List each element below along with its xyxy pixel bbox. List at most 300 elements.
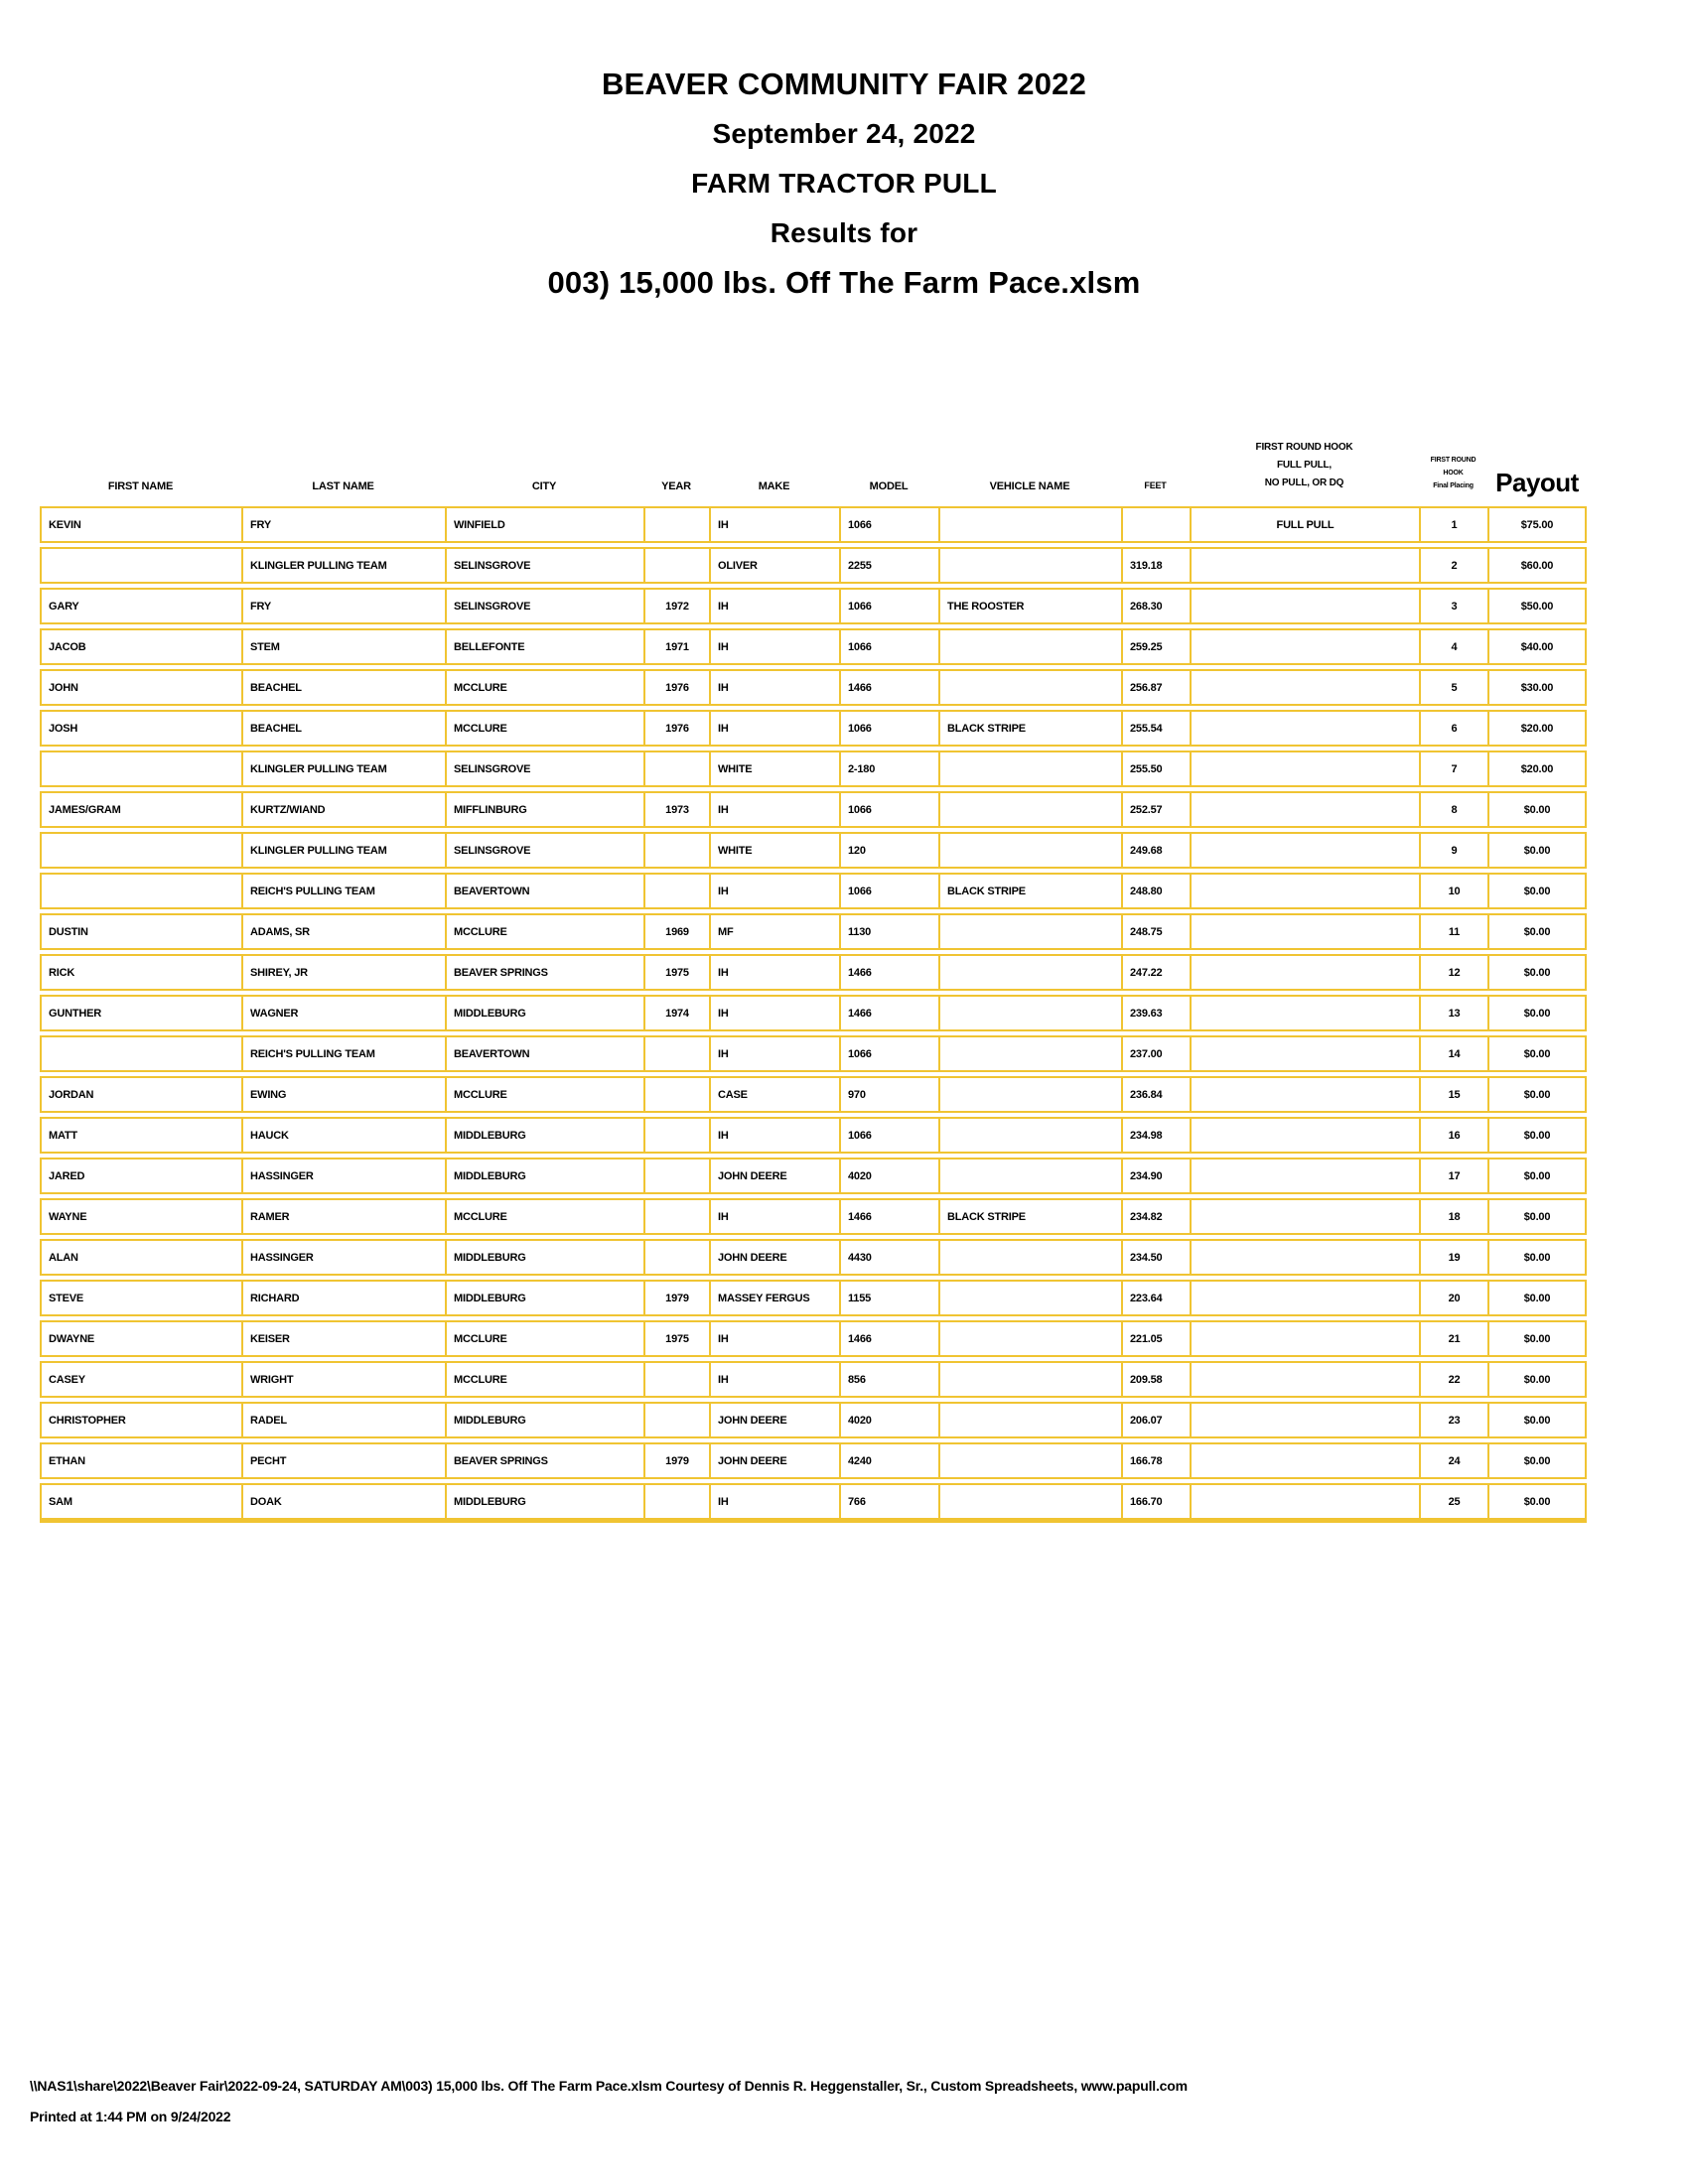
table-row [40,1117,1587,1154]
cell-vehicle-name [938,913,1121,950]
cell-feet [1121,506,1190,543]
cell-model: 120 [839,832,938,869]
cell-city: BEAVER SPRINGS [445,1442,643,1479]
cell-last-name: WRIGHT [241,1361,445,1398]
cell-hook [1190,1198,1419,1235]
header-placing-line2: HOOK [1443,470,1464,477]
cell-placing: 15 [1419,1076,1487,1113]
cell-city: SELINSGROVE [445,832,643,869]
cell-last-name: KURTZ/WIAND [241,791,445,828]
class-file-name: 003) 15,000 lbs. Off The Farm Pace.xlsm [547,265,1141,300]
cell-hook [1190,1117,1419,1154]
cell-last-name: KEISER [241,1320,445,1357]
cell-payout: $0.00 [1487,832,1587,869]
results-for-label: Results for [770,217,918,248]
cell-model: 2-180 [839,751,938,787]
cell-make: IH [709,1117,839,1154]
cell-hook [1190,832,1419,869]
cell-model: 1466 [839,669,938,706]
cell-model: 1466 [839,1320,938,1357]
cell-first-name: RICK [40,954,241,991]
cell-first-name: KEVIN [40,506,241,543]
cell-hook [1190,1076,1419,1113]
cell-first-name: WAYNE [40,1198,241,1235]
footer-printed-timestamp: Printed at 1:44 PM on 9/24/2022 [30,2109,231,2124]
cell-feet: 237.00 [1121,1035,1190,1072]
cell-make: IH [709,710,839,747]
cell-year [643,1198,709,1235]
cell-first-name: GUNTHER [40,995,241,1031]
cell-vehicle-name [938,954,1121,991]
cell-last-name: BEACHEL [241,669,445,706]
table-row [40,1158,1587,1194]
cell-first-name: SAM [40,1483,241,1523]
cell-hook [1190,1158,1419,1194]
header-feet: FEET [1144,480,1167,490]
cell-last-name: PECHT [241,1442,445,1479]
cell-payout: $0.00 [1487,1198,1587,1235]
cell-model: 766 [839,1483,938,1523]
cell-first-name [40,873,241,909]
cell-year [643,751,709,787]
cell-last-name: SHIREY, JR [241,954,445,991]
table-row [40,506,1587,543]
cell-model: 1466 [839,954,938,991]
event-name: FARM TRACTOR PULL [691,168,997,199]
cell-vehicle-name [938,791,1121,828]
cell-year: 1969 [643,913,709,950]
cell-model: 4020 [839,1158,938,1194]
page-title: BEAVER COMMUNITY FAIR 2022 [601,67,1087,101]
cell-model: 1066 [839,1117,938,1154]
cell-make: JOHN DEERE [709,1239,839,1276]
cell-vehicle-name [938,1158,1121,1194]
results-table-header [40,439,1587,502]
header-year: YEAR [661,480,691,492]
cell-city: MIFFLINBURG [445,791,643,828]
cell-make: JOHN DEERE [709,1158,839,1194]
cell-feet: 248.75 [1121,913,1190,950]
cell-model: 1066 [839,628,938,665]
cell-year: 1976 [643,710,709,747]
cell-model: 1466 [839,1198,938,1235]
cell-vehicle-name [938,669,1121,706]
cell-make: IH [709,588,839,624]
cell-make: IH [709,995,839,1031]
table-row [40,1198,1587,1235]
cell-placing: 6 [1419,710,1487,747]
cell-placing: 4 [1419,628,1487,665]
cell-feet: 319.18 [1121,547,1190,584]
table-row [40,1076,1587,1113]
table-row [40,832,1587,869]
cell-hook [1190,1483,1419,1523]
cell-model: 856 [839,1361,938,1398]
cell-city: MCCLURE [445,1361,643,1398]
cell-make: MASSEY FERGUS [709,1280,839,1316]
header-placing-line3: Final Placing [1433,482,1474,489]
cell-placing: 7 [1419,751,1487,787]
cell-year [643,1483,709,1523]
cell-last-name: KLINGLER PULLING TEAM [241,832,445,869]
table-row [40,1402,1587,1438]
cell-placing: 17 [1419,1158,1487,1194]
cell-payout: $0.00 [1487,873,1587,909]
cell-last-name: EWING [241,1076,445,1113]
cell-feet: 166.70 [1121,1483,1190,1523]
cell-model: 1066 [839,588,938,624]
cell-feet: 252.57 [1121,791,1190,828]
header-vehicle-name: VEHICLE NAME [989,480,1070,492]
cell-last-name: HAUCK [241,1117,445,1154]
cell-model: 1066 [839,710,938,747]
cell-city: MIDDLEBURG [445,1117,643,1154]
cell-placing: 8 [1419,791,1487,828]
cell-feet: 249.68 [1121,832,1190,869]
cell-last-name: STEM [241,628,445,665]
cell-make: OLIVER [709,547,839,584]
cell-make: IH [709,1483,839,1523]
cell-model: 1066 [839,873,938,909]
cell-last-name: HASSINGER [241,1239,445,1276]
table-row [40,1035,1587,1072]
table-row [40,1280,1587,1316]
cell-vehicle-name [938,1361,1121,1398]
cell-hook [1190,1320,1419,1357]
cell-hook [1190,588,1419,624]
cell-first-name: ETHAN [40,1442,241,1479]
cell-make: IH [709,954,839,991]
cell-payout: $0.00 [1487,1035,1587,1072]
cell-vehicle-name [938,995,1121,1031]
cell-city: WINFIELD [445,506,643,543]
cell-last-name: FRY [241,506,445,543]
cell-feet: 234.98 [1121,1117,1190,1154]
cell-hook [1190,1442,1419,1479]
cell-last-name: RICHARD [241,1280,445,1316]
cell-feet: 255.50 [1121,751,1190,787]
cell-payout: $0.00 [1487,1320,1587,1357]
cell-city: BEAVERTOWN [445,873,643,909]
cell-hook [1190,913,1419,950]
footer-file-path: \\NAS1\share\2022\Beaver Fair\2022-09-24, SATURDAY AM\003) 15,000 lbs. Off The Farm Pace.xlsm Courtesy of Dennis R. Heggenstaller, Sr., Custom Spreadsheets, www.papull.com [30,2078,1188,2094]
cell-hook [1190,1361,1419,1398]
cell-feet: 239.63 [1121,995,1190,1031]
cell-last-name: RADEL [241,1402,445,1438]
cell-make: IH [709,1320,839,1357]
cell-vehicle-name [938,1402,1121,1438]
header-model: MODEL [869,480,909,492]
table-row [40,995,1587,1031]
cell-last-name: BEACHEL [241,710,445,747]
cell-make: MF [709,913,839,950]
table-row [40,1361,1587,1398]
cell-vehicle-name [938,1076,1121,1113]
cell-placing: 19 [1419,1239,1487,1276]
table-row [40,1320,1587,1357]
report-footer [30,2071,1188,2132]
cell-year [643,873,709,909]
cell-city: MCCLURE [445,913,643,950]
cell-payout: $0.00 [1487,1076,1587,1113]
cell-payout: $0.00 [1487,1280,1587,1316]
cell-model: 4430 [839,1239,938,1276]
cell-feet: 247.22 [1121,954,1190,991]
cell-city: SELINSGROVE [445,751,643,787]
cell-placing: 14 [1419,1035,1487,1072]
cell-city: SELINSGROVE [445,588,643,624]
cell-placing: 24 [1419,1442,1487,1479]
cell-placing: 5 [1419,669,1487,706]
cell-hook [1190,873,1419,909]
cell-make: IH [709,628,839,665]
cell-year: 1971 [643,628,709,665]
cell-payout: $50.00 [1487,588,1587,624]
table-row [40,669,1587,706]
cell-payout: $60.00 [1487,547,1587,584]
header-last-name: LAST NAME [312,480,374,492]
cell-hook [1190,791,1419,828]
cell-first-name: JOHN [40,669,241,706]
cell-first-name: JOSH [40,710,241,747]
cell-make: IH [709,791,839,828]
table-row [40,1483,1587,1523]
cell-model: 1155 [839,1280,938,1316]
cell-last-name: RAMER [241,1198,445,1235]
cell-placing: 13 [1419,995,1487,1031]
cell-vehicle-name [938,506,1121,543]
cell-year: 1972 [643,588,709,624]
cell-feet: 234.82 [1121,1198,1190,1235]
cell-feet: 206.07 [1121,1402,1190,1438]
cell-make: JOHN DEERE [709,1442,839,1479]
cell-placing: 3 [1419,588,1487,624]
cell-last-name: WAGNER [241,995,445,1031]
report-header [0,0,1688,308]
cell-first-name: CHRISTOPHER [40,1402,241,1438]
cell-last-name: REICH'S PULLING TEAM [241,873,445,909]
cell-make: CASE [709,1076,839,1113]
cell-feet: 259.25 [1121,628,1190,665]
cell-first-name: GARY [40,588,241,624]
table-row [40,710,1587,747]
cell-payout: $0.00 [1487,913,1587,950]
results-table-container [40,435,1688,1527]
cell-hook [1190,1280,1419,1316]
cell-vehicle-name [938,1442,1121,1479]
cell-first-name [40,751,241,787]
table-row [40,628,1587,665]
cell-city: MIDDLEBURG [445,1158,643,1194]
cell-payout: $75.00 [1487,506,1587,543]
cell-model: 2255 [839,547,938,584]
cell-payout: $20.00 [1487,751,1587,787]
cell-placing: 9 [1419,832,1487,869]
cell-hook [1190,1035,1419,1072]
cell-payout: $0.00 [1487,791,1587,828]
cell-first-name: ALAN [40,1239,241,1276]
cell-payout: $0.00 [1487,995,1587,1031]
cell-year [643,1035,709,1072]
cell-hook [1190,954,1419,991]
header-placing-line1: FIRST ROUND [1430,457,1477,464]
cell-vehicle-name [938,1239,1121,1276]
cell-year: 1973 [643,791,709,828]
cell-vehicle-name [938,832,1121,869]
cell-make: IH [709,873,839,909]
cell-city: MCCLURE [445,669,643,706]
cell-year [643,1239,709,1276]
header-first-round-hook [1190,439,1419,502]
cell-placing: 23 [1419,1402,1487,1438]
cell-model: 1066 [839,791,938,828]
cell-year [643,1117,709,1154]
cell-feet: 166.78 [1121,1442,1190,1479]
cell-last-name: KLINGLER PULLING TEAM [241,751,445,787]
cell-city: MCCLURE [445,1320,643,1357]
cell-payout: $0.00 [1487,954,1587,991]
header-first-name: FIRST NAME [107,480,174,492]
cell-hook [1190,547,1419,584]
cell-hook [1190,669,1419,706]
cell-vehicle-name: BLACK STRIPE [938,1198,1121,1235]
cell-vehicle-name: BLACK STRIPE [938,873,1121,909]
header-city: CITY [531,480,557,492]
cell-city: MCCLURE [445,1076,643,1113]
cell-placing: 21 [1419,1320,1487,1357]
cell-placing: 11 [1419,913,1487,950]
cell-make: JOHN DEERE [709,1402,839,1438]
event-date: September 24, 2022 [712,118,976,149]
cell-city: MIDDLEBURG [445,995,643,1031]
cell-first-name: STEVE [40,1280,241,1316]
cell-feet: 248.80 [1121,873,1190,909]
cell-make: WHITE [709,832,839,869]
cell-city: MIDDLEBURG [445,1483,643,1523]
cell-make: IH [709,669,839,706]
cell-placing: 18 [1419,1198,1487,1235]
cell-first-name: DUSTIN [40,913,241,950]
cell-city: SELINSGROVE [445,547,643,584]
cell-first-name [40,547,241,584]
cell-city: MIDDLEBURG [445,1402,643,1438]
cell-model: 1130 [839,913,938,950]
cell-year: 1979 [643,1280,709,1316]
table-row [40,547,1587,584]
cell-first-name: JARED [40,1158,241,1194]
cell-feet: 234.50 [1121,1239,1190,1276]
cell-year: 1979 [643,1442,709,1479]
cell-placing: 20 [1419,1280,1487,1316]
cell-first-name [40,832,241,869]
cell-hook [1190,628,1419,665]
cell-feet: 209.58 [1121,1361,1190,1398]
cell-last-name: ADAMS, SR [241,913,445,950]
cell-vehicle-name [938,1117,1121,1154]
cell-last-name: FRY [241,588,445,624]
cell-first-name: CASEY [40,1361,241,1398]
cell-city: BEAVERTOWN [445,1035,643,1072]
cell-placing: 25 [1419,1483,1487,1523]
cell-payout: $0.00 [1487,1402,1587,1438]
cell-year: 1975 [643,954,709,991]
cell-hook: FULL PULL [1190,506,1419,543]
results-table [40,435,1587,1527]
cell-model: 4020 [839,1402,938,1438]
cell-payout: $0.00 [1487,1239,1587,1276]
cell-hook [1190,1402,1419,1438]
header-hook-line2: FULL PULL, [1276,460,1333,471]
cell-feet: 234.90 [1121,1158,1190,1194]
cell-year [643,1402,709,1438]
cell-vehicle-name: BLACK STRIPE [938,710,1121,747]
cell-placing: 12 [1419,954,1487,991]
cell-year: 1976 [643,669,709,706]
cell-feet: 255.54 [1121,710,1190,747]
cell-first-name: DWAYNE [40,1320,241,1357]
cell-vehicle-name: THE ROOSTER [938,588,1121,624]
cell-placing: 22 [1419,1361,1487,1398]
header-final-placing [1419,439,1487,502]
cell-payout: $20.00 [1487,710,1587,747]
cell-make: WHITE [709,751,839,787]
cell-first-name [40,1035,241,1072]
cell-vehicle-name [938,1320,1121,1357]
table-row [40,751,1587,787]
cell-city: BELLEFONTE [445,628,643,665]
cell-payout: $0.00 [1487,1158,1587,1194]
table-row [40,954,1587,991]
cell-placing: 1 [1419,506,1487,543]
cell-model: 970 [839,1076,938,1113]
cell-model: 1066 [839,506,938,543]
cell-year [643,547,709,584]
cell-year [643,1076,709,1113]
cell-year: 1975 [643,1320,709,1357]
cell-hook [1190,751,1419,787]
cell-feet: 256.87 [1121,669,1190,706]
header-make: MAKE [758,480,790,492]
table-row [40,791,1587,828]
cell-hook [1190,1239,1419,1276]
cell-vehicle-name [938,1280,1121,1316]
cell-last-name: HASSINGER [241,1158,445,1194]
cell-city: BEAVER SPRINGS [445,954,643,991]
cell-vehicle-name [938,547,1121,584]
cell-payout: $30.00 [1487,669,1587,706]
header-hook-line1: FIRST ROUND HOOK [1255,442,1353,453]
cell-placing: 10 [1419,873,1487,909]
cell-feet: 236.84 [1121,1076,1190,1113]
cell-make: IH [709,506,839,543]
cell-payout: $0.00 [1487,1442,1587,1479]
table-row [40,873,1587,909]
table-row [40,588,1587,624]
cell-last-name: DOAK [241,1483,445,1523]
table-row [40,1239,1587,1276]
cell-vehicle-name [938,628,1121,665]
cell-vehicle-name [938,751,1121,787]
cell-year [643,832,709,869]
cell-make: IH [709,1035,839,1072]
cell-first-name: JORDAN [40,1076,241,1113]
cell-last-name: KLINGLER PULLING TEAM [241,547,445,584]
cell-make: IH [709,1198,839,1235]
cell-payout: $0.00 [1487,1361,1587,1398]
cell-year [643,506,709,543]
cell-first-name: MATT [40,1117,241,1154]
cell-feet: 268.30 [1121,588,1190,624]
